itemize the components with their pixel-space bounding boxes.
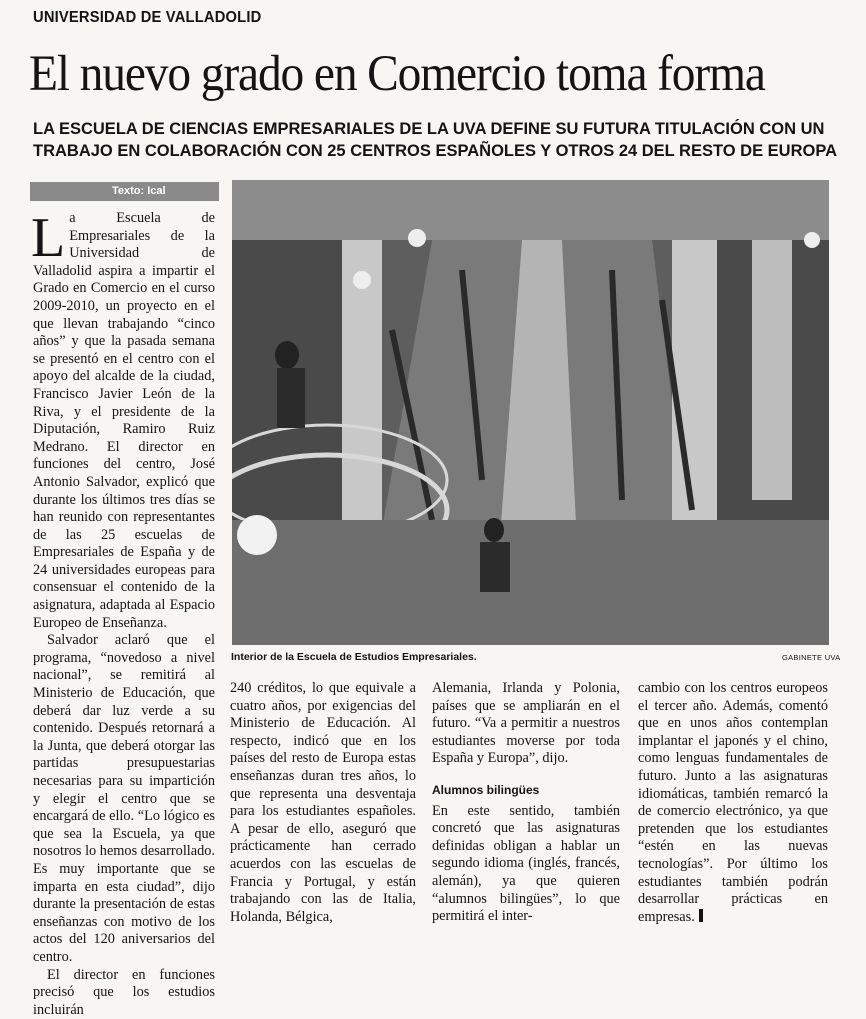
paragraph-1 <box>31 207 215 632</box>
photo-credit: GABINETE UVA <box>782 653 841 662</box>
section-label: UNIVERSIDAD DE VALLADOLID <box>33 9 262 26</box>
column-2-text: 240 créditos, lo que equivale a cuatro años, por exigencias del Ministerio de Educación. Al respecto, indicó que en los países del resto de Europa estas enseñanzas duran tres años, lo que representa una desventaja para los estudiantes españoles. A pesar de ello, aseguró que prácticamente han cerrado acuerdos con las escuelas de Francia y Portugal, y están trabajando con las de Italia, Holanda, Bélgica, <box>230 680 416 925</box>
column-4-text: cambio con los centros europeos el tercer año. Además, comentó que en unos años contemplan implantar el japonés y el chino, como lenguas fundamentales de futuro. Junto a las asignaturas idiomáticas, también remarcó la de comercio electrónico, ya que pretenden que los estudiantes “estén en las nuevas tecnologías”. Por último los estudiantes también podrán desarrollar prácticas en empresas. <box>638 680 828 925</box>
body-column-4 <box>638 680 828 926</box>
headline: El nuevo grado en Comercio toma forma <box>29 46 765 102</box>
section-subtitle: Alumnos bilingües <box>432 782 540 797</box>
column-3-paragraph-2: En este sentido, también concretó que las asignaturas definidas obligan a hablar un segundo idioma (inglés, francés, alemán), ya que quieren “alumnos bilingües”, lo que permitirá el inter- <box>432 802 620 925</box>
photo-caption: Interior de la Escuela de Estudios Empresariales. <box>231 651 477 663</box>
subheadline-line-2: TRABAJO EN COLABORACIÓN CON 25 CENTROS ESPAÑOLES Y OTROS 24 DEL RESTO DE EUROPA <box>33 142 838 160</box>
subheadline <box>33 118 838 162</box>
subheadline-line-1: LA ESCUELA DE CIENCIAS EMPRESARIALES DE LA UVA DEFINE SU FUTURA TITULACIÓN CON UN <box>33 120 825 138</box>
body-column-2 <box>230 680 416 926</box>
column-3-paragraph-1: Alemania, Irlanda y Polonia, países que se ampliarán en el futuro. “Va a permitir a nuestros estudiantes moverse por toda España y Europa”, dijo. <box>432 680 620 767</box>
drop-cap: L <box>31 207 66 269</box>
paragraph-1-text: a Escuela de Empresariales de la Universidad de Valladolid aspira a impartir el Grado en Comercio en el curso 2009-2010, un proyecto en el que llevan trabajando “cinco años” y que la pasada semana se presentó en el centro con el apoyo del alcalde de la ciudad, Francisco Javier León de la Riva, y el presidente de la Diputación, Ramiro Ruiz Medrano. El director en funciones del centro, José Antonio Salvador, explicó que durante los últimos tres días se han reunido con representantes de las 25 escuelas de Empresariales de España y de 24 universidades europeas para consensuar el contenido de la asignatura, adaptada al Espacio Europeo de Enseñanza. <box>33 210 215 631</box>
library-photo-illustration <box>232 180 829 645</box>
end-mark <box>699 909 703 922</box>
byline: Texto: Ical <box>30 182 219 201</box>
body-column-1 <box>31 207 215 1019</box>
paragraph-2: Salvador aclaró que el programa, “novedoso a nivel nacional”, se remitirá al Ministerio de Educación, que deberá dar luz verde a su contenido. Después retornará a la Junta, que deberá otorgar las partidas presupuestarias necesarias para su impartición y elegir el centro que se encargará de ello. “Lo lógico es que sea la Escuela, ya que nosotros lo hemos desarrollado. Es muy importante que se imparta en esta ciudad”, dijo durante la presentación de estas enseñanzas con motivo de los actos del 120 aniversarios del centro. <box>33 632 215 965</box>
body-column-3 <box>432 680 620 926</box>
paragraph-3: El director en funciones precisó que los estudios incluirán <box>33 966 215 1018</box>
library-photo <box>232 180 829 645</box>
column-4-paragraph <box>638 680 828 926</box>
